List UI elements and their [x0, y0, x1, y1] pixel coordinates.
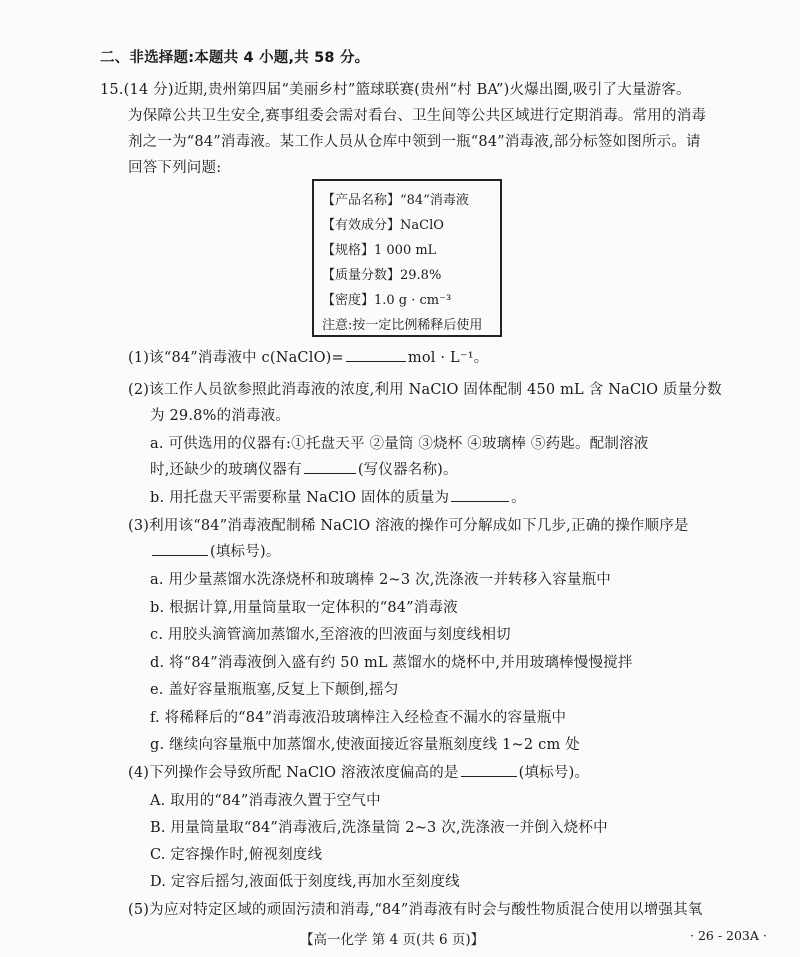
part4-text: (4)下列操作会导致所配 NaClO 溶液浓度偏高的是 [128, 765, 459, 781]
step-item: c. 用胶头滴管滴加蒸馏水,至溶液的凹液面与刻度线相切 [150, 627, 511, 643]
q15-stem-line: 回答下列问题: [128, 160, 222, 176]
answer-blank[interactable] [152, 541, 208, 556]
section-title: 二、非选择题:本题共 4 小题,共 58 分。 [100, 50, 370, 66]
label-row: 【规格】1 000 mL [322, 243, 437, 258]
answer-blank[interactable] [461, 762, 517, 777]
product-label-box [312, 179, 502, 337]
q15-stem-line: 为保障公共卫生安全,赛事组委会需对看台、卫生间等公共区域进行定期消毒。常用的消毒 [128, 108, 707, 124]
page-footer-code: · 26 - 203A · [690, 928, 767, 943]
part4-note: (填标号)。 [518, 765, 590, 781]
q15-part1 [128, 346, 488, 367]
step-item: g. 继续向容量瓶中加蒸馏水,使液面接近容量瓶刻度线 1~2 cm 处 [150, 737, 580, 753]
q15-part2a-line: a. 可供选用的仪器有:①托盘天平 ②量筒 ③烧杯 ④玻璃棒 ⑤药匙。配制溶液 [150, 436, 649, 452]
q15-part3-line: (3)利用该“84”消毒液配制稀 NaClO 溶液的操作可分解成如下几步,正确的操作顺序是 [128, 518, 689, 534]
q15-part2-line: 为 29.8%的消毒液。 [150, 408, 291, 424]
label-row: 【产品名称】“84”消毒液 [322, 193, 469, 208]
part2a-note: (写仪器名称)。 [357, 462, 458, 478]
step-item: a. 用少量蒸馏水洗涤烧杯和玻璃棒 2~3 次,洗涤液一并转移入容量瓶中 [150, 572, 611, 588]
step-item: d. 将“84”消毒液倒入盛有约 50 mL 蒸馏水的烧杯中,并用玻璃棒慢慢搅拌 [150, 655, 633, 671]
part2a-text: 时,还缺少的玻璃仪器有 [150, 462, 302, 478]
page-footer-title: 【高一化学 第 4 页(共 6 页)】 [300, 932, 485, 948]
q15-part3-line2 [150, 540, 281, 561]
part3-note: (填标号)。 [210, 544, 281, 560]
q15-stem-line: 剂之一为“84”消毒液。某工作人员从仓库中领到一瓶“84”消毒液,部分标签如图所示。请 [128, 134, 701, 150]
q15-part2a-line2 [150, 458, 458, 479]
part2b-end: 。 [511, 490, 526, 506]
option-item: B. 用量筒量取“84”消毒液后,洗涤量筒 2~3 次,洗涤液一并倒入烧杯中 [150, 820, 608, 836]
q15-part4-line [128, 761, 589, 782]
q15-part2b-line [150, 486, 526, 507]
answer-blank[interactable] [451, 487, 509, 502]
answer-blank[interactable] [346, 347, 406, 362]
q15-part2-line: (2)该工作人员欲参照此消毒液的浓度,利用 NaClO 固体配制 450 mL 含 NaClO 质量分数 [128, 382, 722, 398]
label-row: 【质量分数】29.8% [322, 268, 442, 283]
option-item: A. 取用的“84”消毒液久置于空气中 [150, 793, 381, 809]
part2b-text: b. 用托盘天平需要称量 NaClO 固体的质量为 [150, 490, 450, 506]
option-item: C. 定容操作时,俯视刻度线 [150, 847, 323, 863]
label-row: 【有效成分】NaClO [322, 218, 444, 233]
answer-blank[interactable] [304, 459, 356, 474]
q15-part5-line: (5)为应对特定区域的顽固污渍和消毒,“84”消毒液有时会与酸性物质混合使用以增强其氧 [128, 902, 703, 918]
step-item: f. 将稀释后的“84”消毒液沿玻璃棒注入经检查不漏水的容量瓶中 [150, 710, 567, 726]
step-item: b. 根据计算,用量筒量取一定体积的“84”消毒液 [150, 600, 458, 616]
part1-text: (1)该“84”消毒液中 c(NaClO)= [128, 350, 344, 366]
label-row: 注意:按一定比例稀释后使用 [322, 318, 483, 333]
option-item: D. 定容后摇匀,液面低于刻度线,再加水至刻度线 [150, 874, 460, 890]
label-row: 【密度】1.0 g · cm⁻³ [322, 293, 452, 308]
part1-unit: mol · L⁻¹。 [407, 350, 489, 366]
q15-stem-line: 15.(14 分)近期,贵州第四届“美丽乡村”篮球联赛(贵州“村 BA”)火爆出圈,吸引了大量游客。 [100, 82, 691, 98]
step-item: e. 盖好容量瓶瓶塞,反复上下颠倒,摇匀 [150, 682, 399, 698]
